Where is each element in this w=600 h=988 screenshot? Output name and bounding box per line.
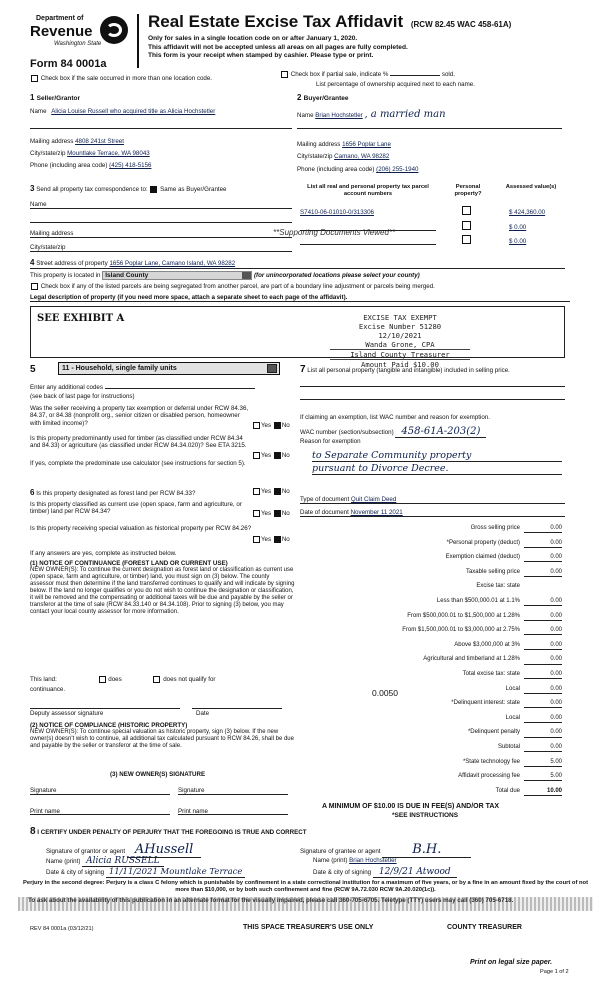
parcel-number-3[interactable] [300, 238, 436, 245]
form-title-text: Real Estate Excise Tax Affidavit [148, 12, 404, 31]
wac-field[interactable]: 458-61A-203(2) [395, 426, 486, 438]
county-select-value: Island County [105, 272, 149, 279]
forest-no-label: No [281, 488, 290, 496]
tax-calc-row [300, 627, 562, 638]
county-treasurer-label: COUNTY TREASURER [447, 924, 522, 931]
partial-sale-checkbox[interactable] [281, 71, 288, 78]
this-land-label: This land: [30, 676, 57, 684]
personal-property-checkbox-1[interactable] [462, 206, 471, 215]
logo-revenue-text: Revenue [30, 23, 93, 40]
this-land-row [30, 676, 295, 684]
grantor-signature-label: Signature of grantor or agent [46, 848, 126, 855]
buyer-city-row [297, 153, 389, 160]
legal-paper-note: Print on legal size paper. [470, 959, 553, 966]
section-2-number: 2 Buyer/Grantee [297, 93, 349, 102]
grantor-date-label: Date & city of signing [46, 869, 105, 876]
same-as-buyer-checkbox[interactable] [150, 186, 157, 193]
seller-address-label: Mailing address [30, 138, 74, 145]
same-as-buyer-label: Same as Buyer/Grantee [160, 186, 227, 193]
seller-name-label: Name [30, 108, 47, 115]
exemption-no-checkbox[interactable] [274, 422, 281, 429]
forest-question-row [30, 488, 252, 498]
historic-question: Is this property receiving special valuation as historical property per RCW 84.26? [30, 525, 252, 532]
sec3-city-label: City/state/zip [30, 244, 66, 251]
seller-city-label: City/state/zip [30, 150, 66, 157]
buyer-address-row [297, 141, 391, 148]
parcel-number-2[interactable] [300, 224, 436, 231]
exemption-question: Was the seller receiving a property tax exemption or deferral under RCW 84.36, 84.37, or 84.38 (nonprofit org., senior citizen or disabled person, homeowner with limited income)? [30, 405, 249, 427]
does-qualify-label: does [108, 676, 122, 684]
grantor-signature-field[interactable]: AHussell [127, 842, 201, 858]
section-8-row [30, 826, 306, 838]
minimum-due-note: A MINIMUM OF $10.00 IS DUE IN FEE(S) AND/OR TAX [322, 803, 500, 810]
does-not-qualify-checkbox[interactable] [153, 676, 160, 683]
tax-calc-value[interactable]: 0.00 [524, 715, 562, 723]
sec3-address-row [30, 230, 292, 238]
seller-heading: Seller/Grantor [36, 95, 81, 102]
exemption-no-label: No [281, 422, 290, 430]
tax-calc-value[interactable]: 0.00 [524, 642, 562, 650]
tax-calc-value[interactable]: 0.00 [524, 525, 562, 533]
tax-calc-row [300, 686, 562, 697]
doc-type-label: Type of document [300, 496, 350, 503]
stamp-line-3: 12/10/2021 [378, 331, 422, 340]
grantee-signature-label: Signature of grantee or agent [300, 848, 381, 855]
stamp-line-1: EXCISE TAX EXEMPT [363, 313, 437, 322]
tax-calc-label: Gross selling price [470, 525, 520, 531]
grantee-signature-field[interactable]: B.H. [382, 842, 471, 858]
tax-calc-row [300, 569, 562, 580]
tax-calc-label: Local [505, 685, 520, 692]
sec3-name-label: Name [30, 201, 47, 208]
tax-calc-value[interactable]: 0.00 [524, 656, 562, 664]
deputy-date-label: Date [196, 710, 210, 717]
tax-calc-label: Less than $500,000.01 at 1.1% [436, 598, 520, 604]
tax-calc-label: *State technology fee [462, 758, 520, 765]
tax-calc-row [300, 583, 562, 594]
tax-calc-label: From $500,000.01 to $1,500,000 at 1.28% [407, 612, 520, 619]
doc-type-field[interactable]: Quit Claim Deed [350, 496, 397, 503]
timber-no-checkbox[interactable] [274, 452, 281, 459]
seller-extra-line [30, 128, 292, 129]
certify-text: I CERTIFY UNDER PENALTY OF PERJURY THAT THE FOREGOING IS TRUE AND CORRECT [37, 829, 307, 836]
current-use-yes-label: Yes [261, 510, 272, 518]
continuance-label: continuance. [30, 686, 66, 693]
section-7-number: 7 [300, 364, 306, 375]
tax-calc-label: *Delinquent penalty [467, 729, 520, 736]
section-5-number: 5 [30, 364, 36, 375]
reason-line-1[interactable]: to Separate Community property [312, 450, 562, 462]
historic-yes-no [252, 536, 290, 544]
seller-city-field[interactable]: Mountlake Terrace, WA 98043 [67, 150, 150, 157]
tax-calc-row [300, 759, 562, 770]
tax-calc-label: Excise tax: state [476, 583, 520, 590]
revenue-logo [30, 15, 130, 59]
treasurer-use-label: THIS SPACE TREASURER'S USE ONLY [243, 924, 374, 931]
land-use-value: 11 - Household, single family units [62, 365, 177, 372]
timber-yes-no [252, 452, 290, 460]
buyer-name-field[interactable]: Brian Hochstetler [315, 112, 363, 119]
tax-calc-value[interactable]: 0.00 [524, 700, 562, 708]
tax-calc-label: Affidavit processing fee [458, 773, 520, 780]
segregated-label: Check box if any of the listed parcels are being segregated from another parcel, are part of a boundary line adjustment or parcels being merged. [40, 283, 435, 291]
buyer-extra-line [297, 128, 562, 129]
land-use-select[interactable] [58, 362, 280, 375]
parcel-column-header: List all real and personal property tax parcel account numbers [307, 184, 429, 197]
partial-sold-label: sold. [441, 71, 455, 79]
land-use-dropdown-icon[interactable] [267, 364, 277, 373]
tax-calc-value[interactable]: 0.00 [524, 671, 562, 679]
grantor-date-field[interactable]: 11/11/2021 Mountlake Terrace [106, 867, 246, 878]
reason-label: Reason for exemption [300, 438, 361, 445]
tax-calc-label: Total excise tax: state [462, 671, 520, 677]
tax-calc-value[interactable]: 0.00 [524, 613, 562, 621]
timber-question: Is this property predominantly used for timber (as classified under RCW 84.34 and 84.33) or agriculture (as classified under RCW 84.34.020)? See ETA 3215. [30, 435, 247, 450]
deputy-date-line[interactable] [192, 708, 282, 709]
grantee-date-field[interactable]: 12/9/21 Atwood [373, 867, 457, 878]
tax-calc-value[interactable]: 10.00 [524, 788, 562, 796]
section-8-number: 8 [30, 826, 36, 837]
stamp-line-4: Wanda Grone, CPA [365, 340, 435, 349]
additional-codes-note: (see back of last page for instructions) [30, 393, 135, 400]
ownership-note: List percentage of ownership acquired next to each name. [316, 81, 475, 88]
forest-yes-label: Yes [261, 488, 272, 496]
accessibility-note [18, 897, 593, 911]
form-cite: (RCW 82.45 WAC 458-61A) [410, 20, 512, 29]
buyer-phone-field[interactable]: (206) 255-1940 [376, 166, 419, 173]
tax-calc-value[interactable]: 0.00 [524, 627, 562, 635]
forest-no-checkbox[interactable] [274, 488, 281, 495]
street-field[interactable]: 1656 Poplar Lane, Camano Island, WA 98282 [109, 260, 236, 267]
tax-calc-row [300, 788, 562, 799]
tax-calc-row [300, 671, 562, 682]
assessed-value-2[interactable]: $ 0.00 [509, 224, 527, 231]
tax-calc-label: Above $3,000,000 at 3% [454, 641, 520, 648]
section-3-text: Send all property tax correspondence to: [36, 186, 148, 193]
tax-calc-row [300, 773, 562, 784]
grantor-name-field[interactable]: Alicia RUSSELL [82, 856, 163, 867]
does-qualify-checkbox[interactable] [99, 676, 106, 683]
tax-calc-value[interactable]: 0.00 [524, 540, 562, 548]
seller-address-row [30, 138, 124, 145]
current-use-yes-no [252, 510, 290, 518]
buyer-address-field[interactable]: 1656 Poplar Lane [342, 141, 391, 148]
if-any-yes-note: If any answers are yes, complete as instructed below. [30, 550, 177, 557]
tax-calc-row [300, 729, 562, 740]
parcel-row-3 [300, 238, 562, 247]
assessed-column-header: Assessed value(s) [505, 184, 557, 190]
county-select[interactable] [102, 271, 252, 280]
doc-date-field[interactable]: November 11 2021 [350, 509, 403, 516]
wac-label: WAC number (section/subsection) [300, 429, 394, 436]
grantee-name-field[interactable]: Brian Hochstetler [349, 857, 397, 864]
county-dropdown-icon[interactable] [242, 272, 251, 279]
forest-question: Is this property designated as forest land per RCW 84.33? [36, 490, 196, 497]
additional-codes-row [30, 384, 292, 391]
sec3-city-row [30, 244, 292, 252]
partial-sale-label: Check box if partial sale, indicate % [290, 71, 389, 79]
new-owner-signature-heading: (3) NEW OWNER(S) SIGNATURE [110, 771, 206, 778]
legal-description-box[interactable] [30, 306, 565, 358]
doc-date-label: Date of document [300, 509, 349, 516]
legal-description-label: Legal description of property (if you need more space, attach a separate sheet to each page of the affidavit). [30, 294, 570, 302]
partial-sale-check[interactable] [280, 71, 455, 79]
multi-location-checkbox[interactable] [31, 75, 38, 82]
seller-phone-row [30, 162, 151, 169]
tax-calc-label: Agricultural and timberland at 1.28% [423, 656, 520, 663]
tax-calc-label: From $1,500,000.01 to $3,000,000 at 2.75% [402, 627, 520, 634]
grantee-date-label: Date & city of signing [313, 869, 372, 876]
accessibility-note-text: To ask about the availability of this publication in an alternate format for the visually impaired, please call 360-705-6705. Teletype (TTY) users may call (360) 705-6718. [28, 897, 514, 904]
tax-calc-value[interactable]: 5.00 [524, 773, 562, 781]
stamp-line-6: Amount Paid $10.00 [330, 360, 470, 369]
seller-name-row [30, 108, 292, 115]
section-6-number: 6 [30, 488, 35, 497]
tax-calc-row [300, 540, 562, 551]
tax-calc-value[interactable]: 0.00 [524, 554, 562, 562]
owner-print-label-1: Print name [30, 808, 60, 815]
tax-calc-label: Taxable selling price [465, 568, 520, 575]
assessed-value-1[interactable]: $ 424,360.00 [509, 209, 546, 216]
exemption-claim-note: If claiming an exemption, list WAC number and reason for exemption. [300, 414, 490, 421]
tax-calc-value[interactable]: 0.00 [524, 686, 562, 694]
logo-state-text: Washington State [54, 41, 102, 47]
buyer-address-label: Mailing address [297, 141, 341, 148]
doc-type-row [300, 496, 565, 504]
logo-dept-text: Department of [36, 15, 84, 22]
buyer-phone-row [297, 166, 418, 173]
partial-pct-field[interactable] [390, 75, 440, 76]
exemption-yes-label: Yes [261, 422, 272, 430]
tax-calc-row [300, 598, 562, 609]
tax-calc-row [300, 554, 562, 565]
historic-no-checkbox[interactable] [274, 536, 281, 543]
county-note: (for unincorporated locations please select your county) [253, 272, 420, 280]
assessed-value-3[interactable]: $ 0.00 [509, 238, 527, 245]
seller-phone-field[interactable]: (425) 418-5156 [109, 162, 152, 169]
tax-calc-label: Local [505, 714, 520, 721]
grantee-name-label: Name (print) [313, 857, 348, 864]
tax-calc-label: Subtotal [497, 744, 520, 750]
current-use-no-checkbox[interactable] [274, 510, 281, 517]
timber-calc-note: If yes, complete the predominate use calculator (see instructions for section 5). [30, 460, 246, 467]
street-label: Street address of property [36, 260, 108, 267]
does-not-qualify-label: does not qualify for [163, 676, 216, 684]
historic-yes-label: Yes [261, 536, 272, 544]
owner-signature-label-2: Signature [178, 787, 205, 794]
grantor-name-label: Name (print) [46, 858, 81, 865]
seller-address-field[interactable]: 4808 241st Street [75, 138, 124, 145]
grantee-signature-row [300, 842, 565, 858]
personal-property-line-2[interactable] [300, 399, 565, 400]
grantor-date-row [46, 867, 296, 877]
deputy-signature-line[interactable] [30, 708, 180, 709]
buyer-name-handwriting: , a married man [364, 109, 446, 120]
parcel-number-1[interactable]: S7410-06-01010-0/313306 [300, 209, 374, 216]
page-number: Page 1 of 2 [540, 969, 569, 975]
seller-city-row [30, 150, 150, 157]
buyer-name-label: Name [297, 112, 314, 119]
notice-continuance-heading: (1) NOTICE OF CONTINUANCE (FOREST LAND OR CURRENT USE) [30, 560, 228, 567]
sec3-address-label: Mailing address [30, 230, 74, 237]
header-divider [137, 14, 139, 68]
tax-calc-row [300, 613, 562, 624]
perjury-notice: Perjury in the second degree: Perjury is a class C felony which is punishable by confinement in a state correctional institution for a maximum of five years, or by a fine in an amount fixed by the court of not more than $10,000, or by both such confinement and fine (RCW 9A.72.030 RCW 9A.20.020(1c)). [23, 880, 588, 893]
form-title [148, 12, 511, 32]
supporting-docs-stamp: **Supporting Documents Viewed** [273, 228, 396, 237]
tax-calc-label: Exemption claimed (deduct) [445, 554, 520, 561]
timber-no-label: No [281, 452, 290, 460]
section-3-number: 3 [30, 184, 35, 193]
additional-codes-field[interactable] [105, 388, 255, 389]
tax-calc-label: Total due [495, 787, 520, 794]
reason-line-2[interactable]: pursuant to Divorce Decree. [312, 463, 562, 475]
timber-yes-checkbox[interactable] [253, 452, 260, 459]
notice-compliance-text: NEW OWNER(S): To continue special valuation as historic property, sign (3) below. If the new owner(s) doesn't wish to continue, all additional tax calculated pursuant to RCW 84.26, shall be due and payable by the seller or transferor at the time of sale. [30, 729, 294, 750]
additional-codes-label: Enter any additional codes [30, 384, 103, 391]
header-notes [148, 35, 408, 61]
grantor-name-row [46, 856, 294, 867]
see-instructions-note: *SEE INSTRUCTIONS [392, 812, 459, 819]
parcel-row-1 [300, 209, 562, 216]
section-3-row [30, 184, 227, 194]
tax-calc-row [300, 642, 562, 653]
header-note-2: This affidavit will not be accepted unless all areas on all pages are fully completed. [148, 43, 408, 51]
personal-property-line-1[interactable] [300, 386, 565, 387]
personal-property-checkbox-3[interactable] [462, 235, 471, 244]
section-1-number: 1 Seller/Grantor [30, 93, 81, 102]
doc-date-row [300, 509, 565, 517]
grantee-name-row [313, 857, 563, 864]
tax-calc-row [300, 744, 562, 755]
owner-print-label-2: Print name [178, 808, 208, 815]
current-use-no-label: No [281, 510, 290, 518]
section-7-text: List all personal property (tangible and intangible) included in selling price. [307, 367, 510, 374]
stamp-line-5: Island County Treasurer [330, 349, 470, 360]
stamp-line-2: Excise Number 51280 [358, 322, 442, 331]
multi-location-label: Check box if the sale occurred in more than one location code. [40, 75, 213, 83]
tax-calc-row [300, 656, 562, 667]
notice-continuance-text: NEW OWNER(S): To continue the current designation as forest land or classification as current use (open space, farm and agriculture, or timber) land, you must sign on (3) below. The county assessor must then determine if the land transferred continues to qualify and will indicate by signing below. If the land no longer qualifies or you do not wish to continue the designation or classification, it will be removed and the compensating or additional taxes will be due and payable by the seller or transferor at the time of sale (RCW 84.33.140 or 84.34.108). Prior to signing (3) below, you may contact your local county assessor for more information. [30, 567, 295, 616]
wac-row [300, 426, 565, 438]
tax-calc-value[interactable]: 0.00 [524, 729, 562, 737]
historic-no-label: No [281, 536, 290, 544]
forest-yes-no [252, 488, 290, 496]
county-row [30, 271, 420, 280]
deputy-signature-label: Deputy assessor signature [30, 710, 104, 717]
owner-signature-label-1: Signature [30, 787, 57, 794]
personal-column-header: Personal property? [454, 184, 482, 197]
parcel-row-2 [300, 224, 562, 233]
section-4-street-row [30, 258, 565, 269]
revision-label: REV 84 0001a (03/12/21) [30, 926, 94, 932]
tax-calc-value[interactable]: 5.00 [524, 759, 562, 767]
seller-name-field[interactable]: Alicia Louise Russell who acquired title as Alicia Hochstetler [51, 108, 216, 115]
buyer-heading: Buyer/Grantee [303, 95, 349, 102]
tax-calc-row [300, 715, 562, 726]
sec3-name-row [30, 201, 292, 209]
historic-yes-checkbox[interactable] [253, 536, 260, 543]
segregated-checkbox[interactable] [31, 283, 38, 290]
sec3-extra-line [30, 222, 292, 223]
forest-yes-checkbox[interactable] [253, 488, 260, 495]
header-note-1: Only for sales in a single location code on or after January 1, 2020. [148, 35, 358, 42]
current-use-yes-checkbox[interactable] [253, 510, 260, 517]
notice-compliance-heading: (2) NOTICE OF COMPLIANCE (HISTORIC PROPERTY) [30, 722, 188, 729]
buyer-name-row [297, 109, 562, 121]
header-note-3: This form is your receipt when stamped by cashier. Please type or print. [148, 52, 374, 60]
exemption-yes-no [252, 422, 290, 430]
excise-exempt-stamp [330, 313, 470, 369]
tax-calc-value[interactable]: 0.00 [524, 598, 562, 606]
seller-phone-label: Phone (including area code) [30, 162, 108, 169]
exemption-yes-checkbox[interactable] [253, 422, 260, 429]
see-exhibit-text: SEE EXHIBIT A [37, 313, 125, 324]
section-4-number: 4 [30, 258, 35, 267]
personal-property-checkbox-2[interactable] [462, 221, 471, 230]
tax-calc-row [300, 525, 562, 536]
tax-calc-value[interactable]: 0.00 [524, 569, 562, 577]
buyer-city-field[interactable]: Camano, WA 98282 [334, 153, 390, 160]
current-use-question: Is this property classified as current use (open space, farm and agriculture, or timber) land per RCW 84.34? [30, 501, 242, 516]
tax-calc-row [300, 700, 562, 711]
logo-swirl-icon [100, 16, 128, 44]
tax-calc-label: *Delinquent interest: state [451, 700, 520, 707]
segregated-check-row [30, 283, 570, 291]
tax-calc-value[interactable]: 0.00 [524, 744, 562, 752]
form-number: Form 84 0001a [30, 58, 107, 70]
timber-yes-label: Yes [261, 452, 272, 460]
section-7-row [300, 364, 565, 376]
multi-location-check[interactable] [30, 75, 212, 83]
buyer-phone-label: Phone (including area code) [297, 166, 375, 173]
located-label: This property is located in [30, 272, 101, 280]
tax-calc-label: *Personal property (deduct) [446, 539, 520, 546]
grantee-date-row [313, 867, 563, 878]
local-rate-value: 0.0050 [372, 688, 398, 698]
buyer-city-label: City/state/zip [297, 153, 333, 160]
